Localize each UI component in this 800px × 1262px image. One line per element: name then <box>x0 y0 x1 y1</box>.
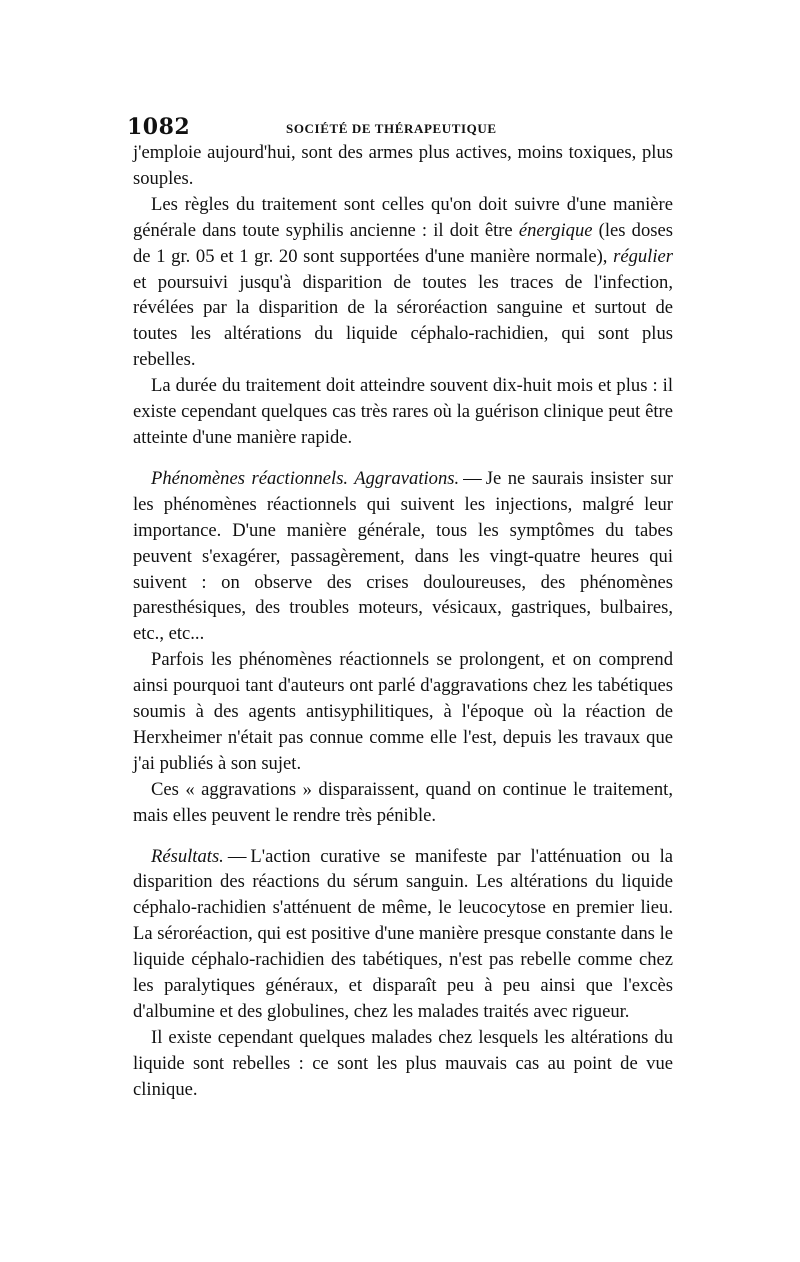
paragraph-continuation: j'emploie aujourd'hui, sont des armes plus actives, moins toxiques, plus souples. <box>133 142 673 189</box>
paragraph-reactive-phenomena <box>133 466 673 647</box>
paragraph-aggravations-disappear: Ces « aggravations » disparaissent, quand on continue le traitement, mais elles peuvent le rendre très pénible. <box>133 778 673 826</box>
body-text <box>133 140 673 1103</box>
page-number: 1082 <box>127 114 191 140</box>
running-title: SOCIÉTÉ DE THÉRAPEUTIQUE <box>286 121 497 136</box>
paragraph-text: Les règles du traitement sont celles qu'on doit suivre d'une manière générale dans toute syphilis ancienne : il doit être <box>133 193 673 241</box>
em-dash: — <box>463 467 482 489</box>
paragraph-text: Je ne saurais insister sur les phénomènes réactionnels qui suivent les injections, malgré leur importance. D'une manière générale, tous les symptômes du tabes peuvent s'exagérer, passagèrement, dans les vingt-quatre heures qui suivent : on observe des crises douloureuses, des phénomènes paresthésiques, des troubles moteurs, vésicaux, gastriques, bulbaires, etc., etc... <box>133 467 673 645</box>
section-heading-reactions: Phénomènes réactionnels. Aggravations. <box>151 467 460 489</box>
paragraph-results <box>133 844 673 1025</box>
running-head <box>127 100 673 140</box>
emphasis-regulier: régulier <box>613 245 673 267</box>
paragraph-aggravations: Parfois les phénomènes réactionnels se prolongent, et on comprend ainsi pourquoi tant d'auteurs ont parlé d'aggravations chez les tabétiques soumis à des agents antisyphilitiques, à l'époque où la réaction de Herxheimer n'était pas connue comme elle l'est, depuis les travaux que j'ai publiés à son sujet. <box>133 649 673 774</box>
paragraph-treatment-duration: La durée du traitement doit atteindre souvent dix-huit mois et plus : il existe cependant quelques cas très rares où la guérison clinique peut être atteinte d'une manière rapide. <box>133 375 673 448</box>
em-dash: — <box>227 845 247 867</box>
paragraph-text: et poursuivi jusqu'à disparition de toutes les traces de l'infection, révélées par la disparition de la séroréaction sanguine et surtout de toutes les altérations du liquide céphalo-rachidien, qui sont plus rebelles. <box>133 271 673 371</box>
paragraph-text: L'action curative se manifeste par l'atténuation ou la disparition des réactions du sérum sanguin. Les altérations du liquide céphalo-rachidien s'atténuent de même, le leucocytose en premier lieu. La séroréaction, qui est positive d'une manière presque constante dans le liquide céphalo-rachidien des tabétiques, n'est pas rebelle comme chez les paralytiques généraux, et disparaît peu à peu ainsi que l'excès d'albumine et des globulines, chez les malades traités avec rigueur. <box>133 845 673 1022</box>
emphasis-energique: énergique <box>518 219 593 241</box>
book-page <box>127 100 673 1103</box>
paragraph-rebellious-cases: Il existe cependant quelques malades chez lesquels les altérations du liquide sont rebelles : ce sont les plus mauvais cas au point de vue clinique. <box>133 1026 673 1100</box>
paragraph-treatment-rules <box>133 192 673 373</box>
paragraph-text: (les doses de 1 gr. 05 et 1 gr. 20 sont supportées d'une manière normale), <box>133 219 673 267</box>
section-heading-results: Résultats. <box>151 845 224 867</box>
